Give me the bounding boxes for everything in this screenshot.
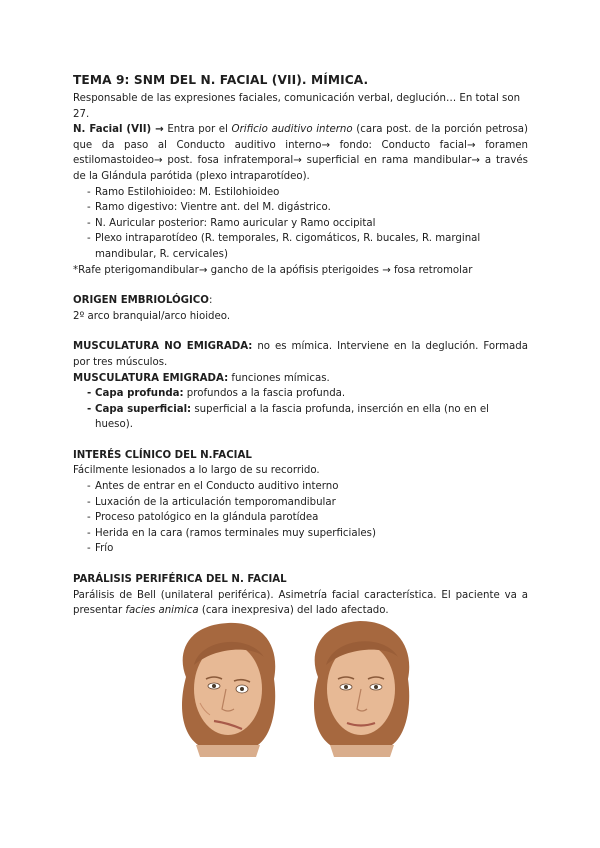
list-item: - Plexo intraparotídeo (R. temporales, R. cigomáticos, R. bucales, R. marginal mandibular, R. cervicales) [73,231,528,262]
list-item: - Luxación de la articulación temporomandibular [73,495,528,511]
facial-text-a: Entra por el [163,124,232,136]
list-item: - Ramo digestivo: Vientre ant. del M. digástrico. [73,200,528,216]
orificio-term: Orificio auditivo interno [231,124,353,136]
list-item: - Antes de entrar en el Conducto auditivo interno [73,479,528,495]
document-page [73,72,528,619]
list-item: - N. Auricular posterior: Ramo auricular y Ramo occipital [73,216,528,232]
capa-label: Capa superficial: [95,403,192,415]
origen-colon: : [208,295,213,307]
origen-text: 2º arco branquial/arco hioideo. [73,310,231,322]
origen-heading [73,293,528,309]
origen-heading-text: ORIGEN EMBRIOLÓGICO [73,295,209,307]
no-emigrada-text: no es mímica. Interviene en la deglución. Formada por tres músculos. [73,341,528,368]
face-palsy [182,623,275,757]
emigrada-paragraph [73,371,528,387]
list-item [73,386,528,402]
paralisis-paragraph [73,588,528,619]
emigrada-label: MUSCULATURA EMIGRADA: [73,372,229,384]
emigrada-text: funciones mímicas. [228,372,330,384]
rafe-note: *Rafe pterigomandibular→ gancho de la apófisis pterigoides → fosa retromolar [73,264,473,276]
list-item: - Frío [73,541,528,557]
paralisis-text-b: (cara inexpresiva) del lado afectado. [198,605,389,617]
paralisis-text-a: Parálisis de Bell (unilateral periférica). Asimetría facial característica. El paciente va a presentar [73,589,528,617]
capas-list [73,386,528,433]
list-item [73,402,528,433]
no-emigrada-label: MUSCULATURA NO EMIGRADA: [73,341,253,353]
page-title: TEMA 9: SNM DEL N. FACIAL (VII). MÍMICA. [73,73,369,87]
list-item: - Proceso patológico en la glándula parotídea [73,510,528,526]
interes-heading: INTERÉS CLÍNICO DEL N.FACIAL [73,449,252,461]
list-item: - Ramo Estilohioideo: M. Estilohioideo [73,185,528,201]
intro-paragraph: Responsable de las expresiones faciales, comunicación verbal, deglución… En total son 27. [73,93,521,120]
facial-text-b: (cara post. de la porción petrosa) que da paso al Conducto auditivo interno→ fondo: Conducto facial→ foramen estilomastoideo→ post. fosa infratemporal→ superficial en rama mandibular→ a través de la Glándula parótida (plexo intraparotídeo). [73,124,528,182]
interes-list [73,479,528,557]
facial-palsy-illustration [168,617,438,757]
capa-text: profundos a la fascia profunda. [183,388,346,400]
capa-text: superficial a la fascia profunda, inserción en ella (no en el hueso). [95,403,489,431]
facies-term: facies animica [125,605,199,617]
facial-paragraph [73,122,528,184]
interes-text: Fácilmente lesionados a lo largo de su recorrido. [73,465,320,477]
branch-list [73,185,528,263]
face-normal [314,621,409,757]
capa-label: Capa profunda: [95,388,184,400]
list-item: - Herida en la cara (ramos terminales muy superficiales) [73,526,528,542]
paralisis-heading: PARÁLISIS PERIFÉRICA DEL N. FACIAL [73,574,287,586]
no-emigrada-paragraph [73,339,528,370]
facial-label: N. Facial (VII) → [73,124,164,136]
